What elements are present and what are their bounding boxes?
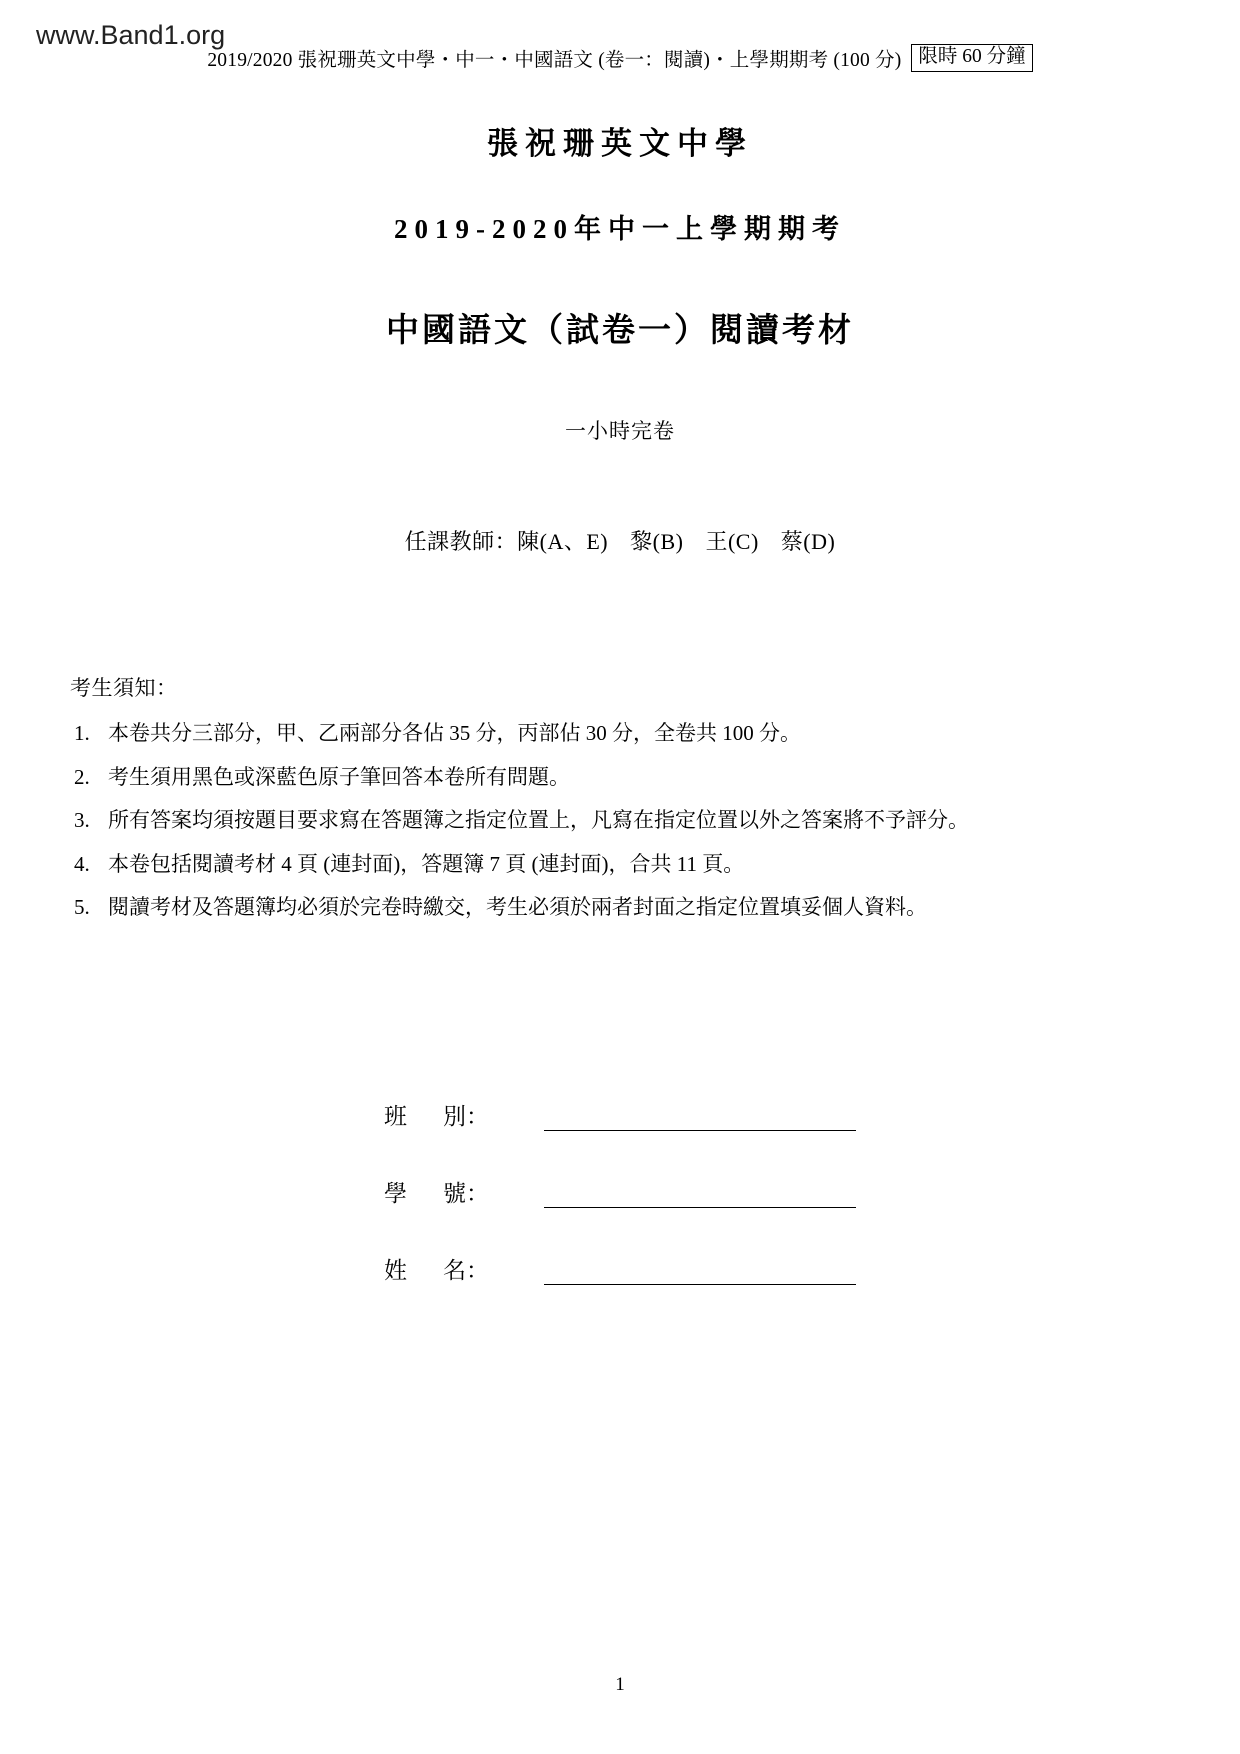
running-header-text: 2019/2020 張祝珊英文中學・中一・中國語文 (卷一：閱讀)・上學期期考 (100 分): [207, 50, 902, 71]
instructions-heading: 考生須知：: [70, 676, 178, 700]
time-limit-badge: 限時 60 分鐘: [911, 44, 1032, 71]
instruction-item: [70, 892, 1178, 924]
name-field-label: 姓 名：: [384, 1258, 489, 1283]
instruction-text: 考生須用黑色或深藍色原子筆回答本卷所有問題。: [108, 764, 570, 789]
instruction-text: 本卷共分三部分，甲、乙兩部分各佔 35 分，丙部佔 30 分，全卷共 100 分。: [108, 721, 801, 745]
school-name: 張祝珊英文中學: [487, 126, 753, 161]
class-field-input[interactable]: [544, 1104, 856, 1131]
teacher-name-c: 王(C): [705, 529, 759, 554]
instruction-item: [70, 718, 1178, 750]
page-number: 1: [615, 1674, 625, 1695]
student-number-field-input[interactable]: [544, 1181, 856, 1208]
instruction-number: 5.: [74, 895, 90, 919]
instruction-item: [70, 805, 1178, 837]
exam-session-line: 2019-2020年中一上學期期考: [394, 214, 846, 244]
running-header: [70, 44, 1170, 72]
paper-title: 中國語文（試卷一）閱讀考材: [386, 313, 854, 349]
name-field-input[interactable]: [544, 1258, 856, 1285]
teacher-name-d: 蔡(D): [780, 529, 836, 554]
field-row-name: [0, 1252, 1240, 1285]
instruction-item: [70, 762, 1178, 794]
candidate-info-fields: [0, 1098, 1240, 1329]
field-row-student-number: [0, 1175, 1240, 1208]
title-block: [0, 118, 1240, 556]
field-row-class: [0, 1098, 1240, 1131]
instruction-number: 1.: [74, 721, 90, 745]
exam-duration: 一小時完卷: [565, 419, 675, 443]
class-field-label: 班 別：: [384, 1104, 489, 1129]
watermark-text: www.Band1.org: [36, 20, 226, 50]
teacher-name-b: 黎(B): [630, 529, 684, 554]
instruction-text: 所有答案均須按題目要求寫在答題簿之指定位置上，凡寫在指定位置以外之答案將不予評分。: [108, 808, 969, 832]
teachers-line: [0, 525, 1240, 556]
instruction-item: [70, 849, 1178, 881]
candidate-instructions: [70, 672, 1178, 936]
teacher-name-a: 陳(A、E): [517, 529, 609, 554]
instruction-number: 3.: [74, 808, 90, 832]
instruction-number: 2.: [74, 764, 90, 789]
student-number-field-label: 學 號：: [384, 1181, 489, 1206]
instruction-number: 4.: [74, 851, 90, 876]
instruction-text: 閱讀考材及答題簿均必須於完卷時繳交，考生必須於兩者封面之指定位置填妥個人資料。: [108, 895, 927, 919]
instruction-text: 本卷包括閱讀考材 4 頁 (連封面)，答題簿 7 頁 (連封面)，合共 11 頁。: [108, 851, 745, 876]
teachers-label: 任課教師：: [404, 529, 518, 554]
